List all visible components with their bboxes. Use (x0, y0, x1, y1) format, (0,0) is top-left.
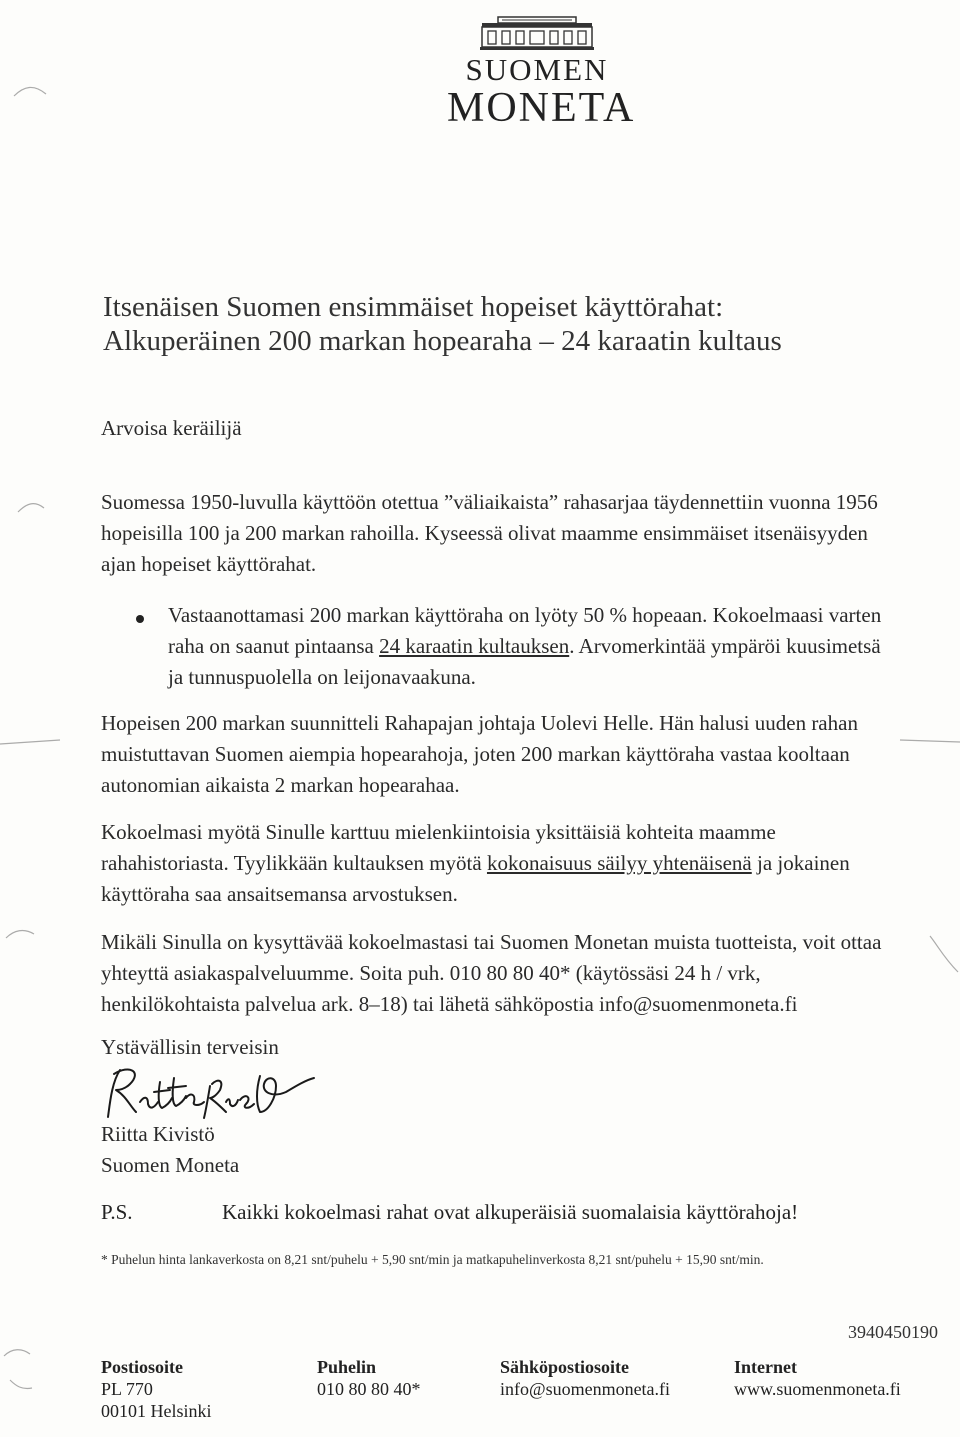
paragraph-line: muistuttavan Suomen aiempia hopearahoja, joten 200 markan käyttöraha vastaa kooltaan (101, 742, 850, 766)
footnote: * Puhelun hinta lankaverkosta on 8,21 snt/puhelu + 5,90 snt/min ja matkapuhelinverkosta 8,21 snt/puhelu + 15,90 snt/min. (101, 1252, 764, 1267)
footer-value: info@suomenmoneta.fi (500, 1379, 671, 1399)
footer-value: www.suomenmoneta.fi (734, 1379, 901, 1399)
paragraph-line: rahahistoriasta. Tyylikkään kultauksen myötä kokonaisuus säilyy yhtenäisenä ja jokainen (101, 851, 850, 875)
footer-value: 010 80 80 40* (317, 1379, 421, 1399)
title-line-1: Itsenäisen Suomen ensimmäiset hopeiset käyttörahat: (103, 291, 724, 323)
logo-line-2: MONETA (447, 85, 636, 131)
closing: Ystävällisin terveisin (101, 1035, 279, 1059)
paragraph-line: ajan hopeiset käyttörahat. (101, 552, 317, 576)
paragraph-line: yhteyttä asiakaspalveluumme. Soita puh. 010 80 80 40* (käytössäsi 24 h / vrk, (101, 961, 761, 985)
footer-heading: Internet (734, 1357, 797, 1377)
title-line-2: Alkuperäinen 200 markan hopearaha – 24 karaatin kultaus (103, 325, 782, 357)
paragraph-line: autonomian aikaista 2 markan hopearahaa. (101, 773, 460, 797)
paragraph-line: hopeisilla 100 ja 200 markan rahoilla. Kyseessä olivat maamme ensimmäiset itsenäisyyden (101, 521, 868, 545)
signer-name: Riitta Kivistö (101, 1122, 215, 1146)
bullet-line: ja tunnuspuolella on leijonavaakuna. (168, 665, 476, 689)
footer-heading: Postiosoite (101, 1357, 183, 1377)
salutation: Arvoisa keräilijä (101, 416, 242, 440)
signer-company: Suomen Moneta (101, 1153, 240, 1177)
bullet-line: Vastaanottamasi 200 markan käyttöraha on lyöty 50 % hopeaan. Kokoelmaasi varten (168, 603, 882, 627)
ps-text: Kaikki kokoelmasi rahat ovat alkuperäisiä suomalaisia käyttörahoja! (222, 1200, 799, 1224)
footer-heading: Sähköpostiosoite (500, 1357, 630, 1377)
paragraph-line: käyttöraha saa ansaitsemansa arvostuksen. (101, 882, 458, 906)
underlined-text: kokonaisuus säilyy yhtenäisenä (486, 851, 752, 875)
paragraph-line: Hopeisen 200 markan suunnitteli Rahapajan johtaja Uolevi Helle. Hän halusi uuden rahan (101, 711, 858, 735)
bullet-line: raha on saanut pintaansa 24 karaatin kultauksen. Arvomerkintää ympäröi kuusimetsä (168, 634, 881, 658)
footer-value: PL 770 (101, 1379, 153, 1399)
paragraph-line: Suomessa 1950-luvulla käyttöön otettua ”väliaikaista” rahasarjaa täydennettiin vuonna 1956 (101, 490, 878, 514)
paragraph-line: Kokoelmasi myötä Sinulle karttuu mielenkiintoisia yksittäisiä kohteita maamme (101, 820, 776, 844)
paragraph-line: henkilökohtaista palvelua ark. 8–18) tai lähetä sähköpostia info@suomenmoneta.fi (101, 992, 798, 1016)
footer-heading: Puhelin (317, 1357, 377, 1377)
logo-line-1: SUOMEN (465, 52, 609, 87)
underlined-text: 24 karaatin kultauksen (379, 634, 570, 658)
footer-value: 00101 Helsinki (101, 1401, 212, 1421)
paragraph-line: Mikäli Sinulla on kysyttävää kokoelmastasi tai Suomen Monetan muista tuotteista, voit ottaa (101, 930, 882, 954)
reference-number: 3940450190 (848, 1322, 938, 1342)
ps-label: P.S. (101, 1200, 133, 1224)
